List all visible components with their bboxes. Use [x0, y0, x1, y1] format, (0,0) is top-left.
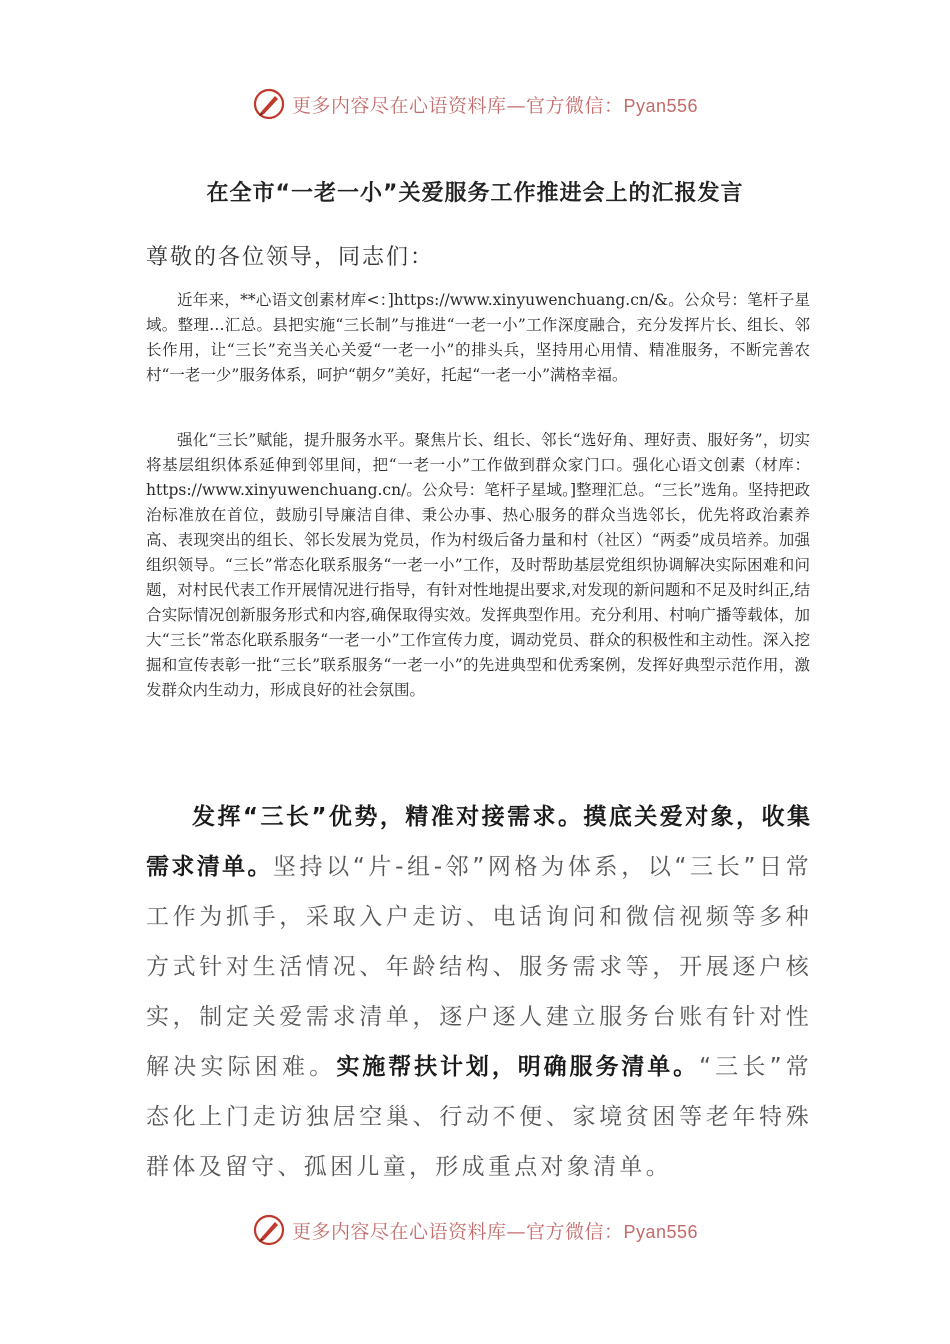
paragraph-advantage [146, 792, 812, 1192]
bold-heading-2: 实施帮扶计划，明确服务清单。 [336, 1054, 700, 1080]
header-watermark-banner [0, 82, 950, 126]
wechat-id: Pyan556 [623, 1221, 699, 1242]
salutation: 尊敬的各位领导，同志们： [146, 245, 435, 270]
document-title: 在全市“一老一小”关爱服务工作推进会上的汇报发言 [206, 181, 744, 206]
banner-text: 更多内容尽在心语资料库—官方微信：Pyan556 [291, 94, 699, 117]
body-text-2: “三长”常态化上门走访独居空巢、行动不便、家境贫困等老年特殊群体及留守、孤困儿童，形成重点对象清单。 [146, 1054, 813, 1180]
banner-text: 更多内容尽在心语资料库—官方微信：Pyan556 [291, 1220, 699, 1243]
pen-logo-icon [252, 87, 286, 121]
wechat-id: Pyan556 [623, 95, 699, 116]
bold-heading-1: 发挥“三长”优势，精准对接需求。摸底关爱对象，收集需求清单。 [146, 804, 812, 880]
body-text-1: 坚持以“片-组-邻”网格为体系，以“三长”日常工作为抓手，采取入户走访、电话询问和微信视频等多种方式针对生活情况、年龄结构、服务需求等，开展逐户核实，制定关爱需求清单，逐户逐人建立服务台账有针对性解决实际困难。 [146, 854, 812, 1080]
footer-watermark-banner [0, 1208, 950, 1252]
paragraph-empower: 强化“三长”赋能，提升服务水平。聚焦片长、组长、邻长“选好角、理好责、服好务”，切实将基层组织体系延伸到邻里间，把“一老一小”工作做到群众家门口。强化心语文创素（材库：https://www.xinyuwenchuang.cn/。公众号：笔杆子星域。]整理汇总。“三长”选角。坚持把政治标准放在首位，鼓励引导廉洁自律、秉公办事、热心服务的群众当选邻长，优先将政治素养高、表现突出的组长、邻长发展为党员，作为村级后备力量和村（社区）“两委”成员培养。加强组织领导。“三长”常态化联系服务“一老一小”工作，及时帮助基层党组织协调解决实际困难和问题，对村民代表工作开展情况进行指导，有针对性地提出要求,对发现的新问题和不足及时纠正,结合实际情况创新服务形式和内容,确保取得实效。发挥典型作用。充分利用、村响广播等载体，加大“三长”常态化联系服务“一老一小”工作宣传力度，调动党员、群众的积极性和主动性。深入挖掘和宣传表彰一批“三长”联系服务“一老一小”的先进典型和优秀案例，发挥好典型示范作用，激发群众内生动力，形成良好的社会氛围。 [146, 431, 810, 699]
pen-logo-icon [252, 1213, 286, 1247]
paragraph-intro: 近年来，**心语文创素材库<：]https://www.xinyuwenchuang.cn/&。公众号：笔杆子星域。整理…汇总。县把实施“三长制”与推进“一老一小”工作深度融合，充分发挥片长、组长、邻长作用，让“三长”充当关心关爱“一老一小”的排头兵，坚持用心用情、精准服务，不断完善农村“一老一少”服务体系，呵护“朝夕”美好，托起“一老一小”满格幸福。 [146, 291, 810, 384]
